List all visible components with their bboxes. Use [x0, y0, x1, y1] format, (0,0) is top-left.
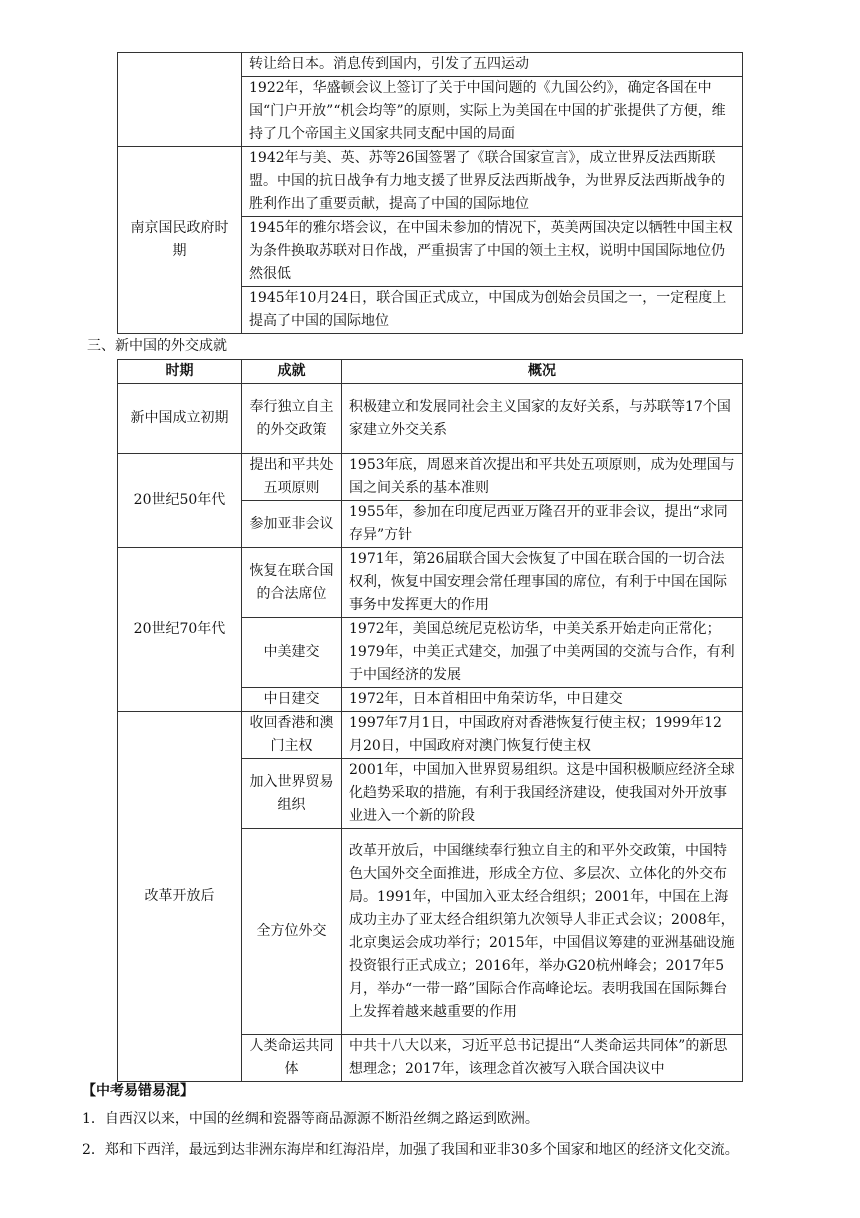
overview-cell: 1972年，日本首相田中角荣访华，中日建交 — [342, 688, 743, 712]
period-cell: 20世纪70年代 — [118, 548, 242, 712]
china-diplomacy-history-table — [117, 52, 743, 334]
achievement-cell: 奉行独立自主的外交政策 — [242, 384, 342, 454]
achievement-cell: 中日建交 — [242, 688, 342, 712]
period-cell: 新中国成立初期 — [118, 384, 242, 454]
event-cell: 1942年与美、英、苏等26国签署了《联合国家宣言》，成立世界反法西斯联盟。中国的抗日战争有力地支援了世界反法西斯战争，为世界反法西斯战争的胜利作出了重要贡献，提高了中国的国际地位 — [242, 147, 743, 217]
achievement-cell: 全方位外交 — [242, 829, 342, 1035]
table-row — [118, 548, 743, 618]
event-cell: 1945年10月24日，联合国正式成立，中国成为创始会员国之一，一定程度上提高了中国的国际地位 — [242, 287, 743, 334]
overview-cell: 1997年7月1日，中国政府对香港恢复行使主权；1999年12月20日，中国政府对澳门恢复行使主权 — [342, 712, 743, 759]
event-cell: 1922年，华盛顿会议上签订了关于中国问题的《九国公约》，确定各国在中国“门户开放”“机会均等”的原则，实际上为美国在中国的扩张提供了方便，维持了几个帝国主义国家共同支配中国的局面 — [242, 77, 743, 147]
table-row — [118, 384, 743, 454]
header-period: 时期 — [118, 360, 242, 384]
table-row — [118, 454, 743, 501]
table-row — [118, 147, 743, 217]
achievement-cell: 收回香港和澳门主权 — [242, 712, 342, 759]
period-cell: 南京国民政府时期 — [118, 147, 242, 334]
achievement-cell: 加入世界贸易组织 — [242, 759, 342, 829]
notes-heading: 【中考易错易混】 — [82, 1083, 194, 1099]
event-cell: 1945年的雅尔塔会议，在中国未参加的情况下，英美两国决定以牺牲中国主权为条件换取苏联对日作战，严重损害了中国的领土主权，说明中国国际地位仍然很低 — [242, 217, 743, 287]
overview-cell: 1972年，美国总统尼克松访华，中美关系开始走向正常化；1979年，中美正式建交，加强了中美两国的交流与合作，有利于中国经济的发展 — [342, 618, 743, 688]
table-header-row — [118, 360, 743, 384]
overview-cell: 1955年，参加在印度尼西亚万隆召开的亚非会议，提出“求同存异”方针 — [342, 501, 743, 548]
note-item: 2．郑和下西洋，最远到达非洲东海岸和红海沿岸，加强了我国和亚非30多个国家和地区的经济文化交流。 — [82, 1142, 739, 1158]
achievement-cell: 恢复在联合国的合法席位 — [242, 548, 342, 618]
header-achievement: 成就 — [242, 360, 342, 384]
table-row — [118, 712, 743, 759]
note-item: 1．自西汉以来，中国的丝绸和瓷器等商品源源不断沿丝绸之路运到欧洲。 — [82, 1111, 539, 1127]
overview-cell: 1971年，第26届联合国大会恢复了中国在联合国的一切合法权利，恢复中国安理会常任理事国的席位，有利于中国在国际事务中发挥更大的作用 — [342, 548, 743, 618]
overview-cell: 积极建立和发展同社会主义国家的友好关系，与苏联等17个国家建立外交关系 — [342, 384, 743, 454]
overview-cell: 2001年，中国加入世界贸易组织。这是中国积极顺应经济全球化趋势采取的措施，有利于我国经济建设，使我国对外开放事业进入一个新的阶段 — [342, 759, 743, 829]
achievement-cell: 中美建交 — [242, 618, 342, 688]
overview-cell: 中共十八大以来，习近平总书记提出“人类命运共同体”的新思想理念；2017年，该理念首次被写入联合国决议中 — [342, 1035, 743, 1082]
period-cell: 改革开放后 — [118, 712, 242, 1082]
header-overview: 概况 — [342, 360, 743, 384]
achievement-cell: 人类命运共同体 — [242, 1035, 342, 1082]
overview-cell: 改革开放后，中国继续奉行独立自主的和平外交政策，中国特色大国外交全面推进，形成全方位、多层次、立体化的外交布局。1991年，中国加入亚太经合组织；2001年，中国在上海成功主办了亚太经合组织第九次领导人非正式会议；2008年，北京奥运会成功举行；2015年，中国倡议筹建的亚洲基础设施投资银行正式成立；2016年，举办G20杭州峰会；2017年5月，举办“一带一路”国际合作高峰论坛。表明我国在国际舞台上发挥着越来越重要的作用 — [342, 829, 743, 1035]
new-china-diplomacy-table — [117, 359, 743, 1082]
table-row — [118, 53, 743, 77]
achievement-cell: 参加亚非会议 — [242, 501, 342, 548]
section-title: 三、新中国的外交成就 — [87, 338, 227, 354]
achievement-cell: 提出和平共处五项原则 — [242, 454, 342, 501]
event-cell: 转让给日本。消息传到国内，引发了五四运动 — [242, 53, 743, 77]
period-cell-empty — [118, 53, 242, 147]
period-cell: 20世纪50年代 — [118, 454, 242, 548]
overview-cell: 1953年底，周恩来首次提出和平共处五项原则，成为处理国与国之间关系的基本准则 — [342, 454, 743, 501]
